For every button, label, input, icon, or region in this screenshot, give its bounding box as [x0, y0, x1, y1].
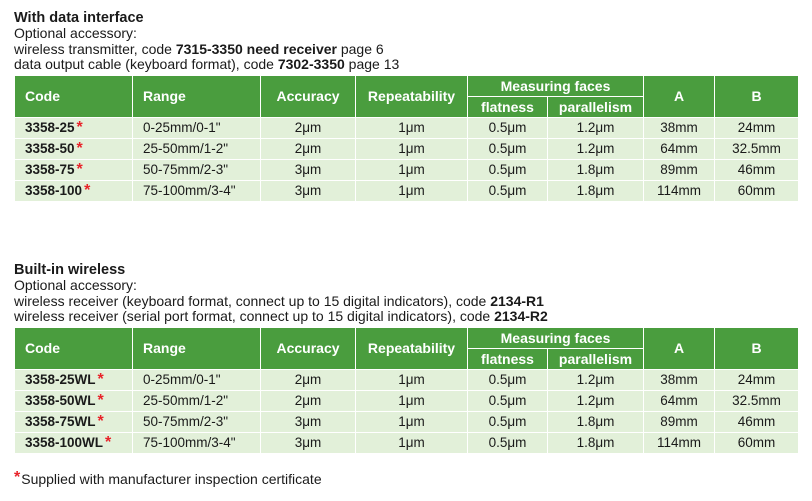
header-range: Range — [133, 327, 261, 369]
table-row — [15, 369, 799, 390]
cell-range-value: 25-50mm/1-2" — [143, 141, 229, 156]
cell-flatness-value: 0.5μm — [488, 120, 527, 135]
cell-repeatability-value: 1μm — [398, 162, 425, 177]
cell-b-value: 24mm — [737, 372, 776, 387]
cell-b-value: 32.5mm — [732, 141, 781, 156]
cell-b-value: 24mm — [737, 120, 776, 135]
asterisk-mark: * — [76, 161, 83, 178]
cell-repeatability — [356, 411, 468, 432]
cell-range-value: 50-75mm/2-3" — [143, 162, 229, 177]
accessory-text: wireless receiver (serial port format, connect up to 15 digital indicators), code — [14, 308, 495, 324]
table-row — [15, 432, 799, 453]
asterisk-mark: * — [105, 434, 112, 451]
cell-a-value: 89mm — [660, 414, 698, 429]
cell-repeatability — [356, 390, 468, 411]
header-repeatability: Repeatability — [356, 75, 468, 117]
footnote — [14, 470, 322, 487]
cell-range — [133, 390, 261, 411]
cell-repeatability-value: 1μm — [398, 372, 425, 387]
cell-b-value: 60mm — [737, 435, 776, 450]
cell-parallelism-value: 1.8μm — [576, 414, 615, 429]
cell-code-value: 3358-75WL — [25, 414, 96, 429]
cell-accuracy-value: 2μm — [294, 141, 322, 156]
cell-a — [644, 180, 715, 201]
accessory-line-transmitter — [14, 42, 798, 58]
table-row — [15, 390, 799, 411]
accessory-code: 7315-3350 need receiver — [175, 40, 337, 57]
accessory-code: 2134-R2 — [494, 308, 548, 324]
asterisk-mark: * — [76, 119, 83, 136]
table-row — [15, 411, 799, 432]
table-body — [15, 369, 799, 453]
cell-range-value: 25-50mm/1-2" — [143, 393, 229, 408]
cell-a — [644, 369, 715, 390]
header-measuring-faces: Measuring faces — [468, 327, 644, 348]
cell-parallelism-value: 1.2μm — [576, 372, 615, 387]
cell-b — [715, 180, 799, 201]
cell-flatness-value: 0.5μm — [488, 414, 527, 429]
cell-flatness-value: 0.5μm — [488, 435, 527, 450]
cell-b-value: 46mm — [737, 162, 776, 177]
cell-range-value: 0-25mm/0-1" — [143, 120, 221, 135]
header-flatness: flatness — [468, 348, 548, 369]
header-code: Code — [15, 327, 133, 369]
cell-flatness — [468, 138, 548, 159]
cell-code — [15, 117, 133, 138]
cell-a-value: 64mm — [660, 393, 698, 408]
cell-accuracy — [261, 390, 356, 411]
cell-flatness-value: 0.5μm — [488, 183, 527, 198]
cell-range — [133, 159, 261, 180]
spec-table — [14, 327, 799, 454]
accessory-code: 2134-R1 — [490, 292, 544, 309]
cell-b — [715, 432, 799, 453]
cell-a — [644, 390, 715, 411]
cell-a — [644, 138, 715, 159]
header-b: B — [715, 327, 799, 369]
header-repeatability: Repeatability — [356, 327, 468, 369]
cell-a-value: 114mm — [656, 183, 701, 198]
cell-repeatability-value: 1μm — [398, 393, 425, 408]
cell-parallelism-value: 1.2μm — [576, 393, 615, 408]
cell-flatness-value: 0.5μm — [488, 141, 527, 156]
cell-a — [644, 159, 715, 180]
cell-accuracy — [261, 432, 356, 453]
cell-flatness — [468, 369, 548, 390]
asterisk-mark: * — [97, 413, 104, 430]
cell-a — [644, 432, 715, 453]
cell-code-value: 3358-25WL — [25, 372, 96, 387]
cell-b — [715, 159, 799, 180]
cell-flatness-value: 0.5μm — [488, 162, 527, 177]
cell-parallelism — [548, 390, 644, 411]
cell-parallelism — [548, 411, 644, 432]
cell-repeatability-value: 1μm — [398, 183, 425, 198]
accessory-text: wireless transmitter, code — [14, 40, 176, 57]
cell-repeatability-value: 1μm — [398, 414, 425, 429]
cell-accuracy — [261, 117, 356, 138]
asterisk-mark: * — [76, 140, 83, 157]
cell-accuracy — [261, 411, 356, 432]
cell-code-value: 3358-50WL — [25, 393, 96, 408]
cell-parallelism-value: 1.8μm — [576, 183, 615, 198]
cell-code — [15, 411, 133, 432]
cell-repeatability-value: 1μm — [398, 120, 425, 135]
cell-range — [133, 138, 261, 159]
asterisk-mark: * — [97, 371, 104, 388]
cell-code — [15, 369, 133, 390]
cell-code-value: 3358-25 — [25, 120, 75, 135]
cell-accuracy-value: 3μm — [294, 414, 322, 429]
section-title: With data interface — [14, 10, 144, 26]
cell-accuracy-value: 3μm — [294, 162, 322, 177]
cell-code — [15, 138, 133, 159]
header-measuring-faces: Measuring faces — [468, 75, 644, 96]
table-row — [15, 117, 799, 138]
cell-code — [15, 159, 133, 180]
cell-accuracy-value: 3μm — [294, 183, 322, 198]
header-code: Code — [15, 75, 133, 117]
cell-repeatability — [356, 369, 468, 390]
cell-range — [133, 180, 261, 201]
cell-flatness — [468, 180, 548, 201]
accessory-text: data output cable (keyboard format), code — [14, 56, 278, 72]
cell-a-value: 64mm — [660, 141, 698, 156]
cell-a — [644, 117, 715, 138]
cell-repeatability-value: 1μm — [398, 141, 425, 156]
cell-code-value: 3358-50 — [25, 141, 75, 156]
header-flatness: flatness — [468, 96, 548, 117]
accessory-label: Optional accessory: — [14, 25, 137, 41]
section-data-interface — [14, 10, 798, 202]
cell-parallelism-value: 1.2μm — [576, 141, 615, 156]
cell-code-value: 3358-100 — [25, 183, 83, 198]
accessory-text: wireless receiver (keyboard format, connect up to 15 digital indicators), code — [14, 292, 491, 309]
cell-flatness — [468, 432, 548, 453]
table-body — [15, 117, 799, 201]
cell-flatness — [468, 159, 548, 180]
cell-a-value: 38mm — [660, 120, 698, 135]
cell-repeatability-value: 1μm — [398, 435, 425, 450]
cell-accuracy — [261, 369, 356, 390]
cell-b-value: 60mm — [737, 183, 776, 198]
cell-b — [715, 369, 799, 390]
section-title: Built-in wireless — [14, 262, 126, 278]
cell-parallelism — [548, 369, 644, 390]
asterisk-mark: * — [84, 182, 91, 199]
cell-repeatability — [356, 180, 468, 201]
asterisk-mark: * — [97, 392, 104, 409]
accessory-line-receiver-serial — [14, 309, 798, 325]
cell-accuracy-value: 2μm — [294, 372, 322, 387]
header-range: Range — [133, 75, 261, 117]
header-accuracy: Accuracy — [261, 327, 356, 369]
header-parallelism: parallelism — [548, 348, 644, 369]
cell-b-value: 32.5mm — [732, 393, 781, 408]
cell-parallelism — [548, 180, 644, 201]
footnote-text: Supplied with manufacturer inspection certificate — [21, 471, 322, 487]
cell-parallelism — [548, 117, 644, 138]
cell-range — [133, 369, 261, 390]
cell-flatness — [468, 411, 548, 432]
accessory-line-cable — [14, 57, 798, 73]
cell-parallelism — [548, 138, 644, 159]
cell-b — [715, 117, 799, 138]
cell-flatness — [468, 390, 548, 411]
cell-accuracy — [261, 180, 356, 201]
cell-accuracy-value: 2μm — [294, 393, 322, 408]
section-built-in-wireless — [14, 262, 798, 454]
cell-parallelism-value: 1.8μm — [576, 435, 615, 450]
accessory-line-receiver-keyboard — [14, 294, 798, 310]
cell-flatness — [468, 117, 548, 138]
header-parallelism: parallelism — [548, 96, 644, 117]
cell-code-value: 3358-75 — [25, 162, 75, 177]
cell-code — [15, 432, 133, 453]
accessory-page: page 13 — [344, 56, 400, 72]
cell-parallelism-value: 1.2μm — [576, 120, 615, 135]
cell-b — [715, 411, 799, 432]
cell-code-value: 3358-100WL — [25, 435, 104, 450]
asterisk-mark: * — [14, 469, 21, 486]
cell-range — [133, 432, 261, 453]
cell-accuracy — [261, 138, 356, 159]
table-row — [15, 138, 799, 159]
cell-range-value: 0-25mm/0-1" — [143, 372, 221, 387]
header-a: A — [644, 327, 715, 369]
cell-repeatability — [356, 159, 468, 180]
cell-repeatability — [356, 117, 468, 138]
cell-accuracy-value: 2μm — [294, 120, 322, 135]
cell-b — [715, 390, 799, 411]
cell-parallelism — [548, 159, 644, 180]
cell-range-value: 75-100mm/3-4" — [143, 183, 236, 198]
cell-a — [644, 411, 715, 432]
cell-code — [15, 390, 133, 411]
cell-repeatability — [356, 138, 468, 159]
accessory-page: page 6 — [336, 40, 384, 57]
accessory-code: 7302-3350 — [277, 56, 345, 72]
header-a: A — [644, 75, 715, 117]
cell-accuracy-value: 3μm — [294, 435, 322, 450]
cell-a-value: 38mm — [660, 372, 698, 387]
spec-table — [14, 75, 799, 202]
cell-b — [715, 138, 799, 159]
cell-flatness-value: 0.5μm — [488, 372, 527, 387]
cell-range-value: 50-75mm/2-3" — [143, 414, 229, 429]
header-b: B — [715, 75, 799, 117]
cell-repeatability — [356, 432, 468, 453]
cell-range — [133, 117, 261, 138]
cell-parallelism-value: 1.8μm — [576, 162, 615, 177]
cell-range-value: 75-100mm/3-4" — [143, 435, 236, 450]
cell-b-value: 46mm — [737, 414, 776, 429]
cell-code — [15, 180, 133, 201]
cell-parallelism — [548, 432, 644, 453]
accessory-label: Optional accessory: — [14, 277, 137, 293]
header-accuracy: Accuracy — [261, 75, 356, 117]
cell-flatness-value: 0.5μm — [488, 393, 527, 408]
cell-range — [133, 411, 261, 432]
cell-a-value: 114mm — [656, 435, 701, 450]
table-row — [15, 159, 799, 180]
cell-accuracy — [261, 159, 356, 180]
table-row — [15, 180, 799, 201]
cell-a-value: 89mm — [660, 162, 698, 177]
